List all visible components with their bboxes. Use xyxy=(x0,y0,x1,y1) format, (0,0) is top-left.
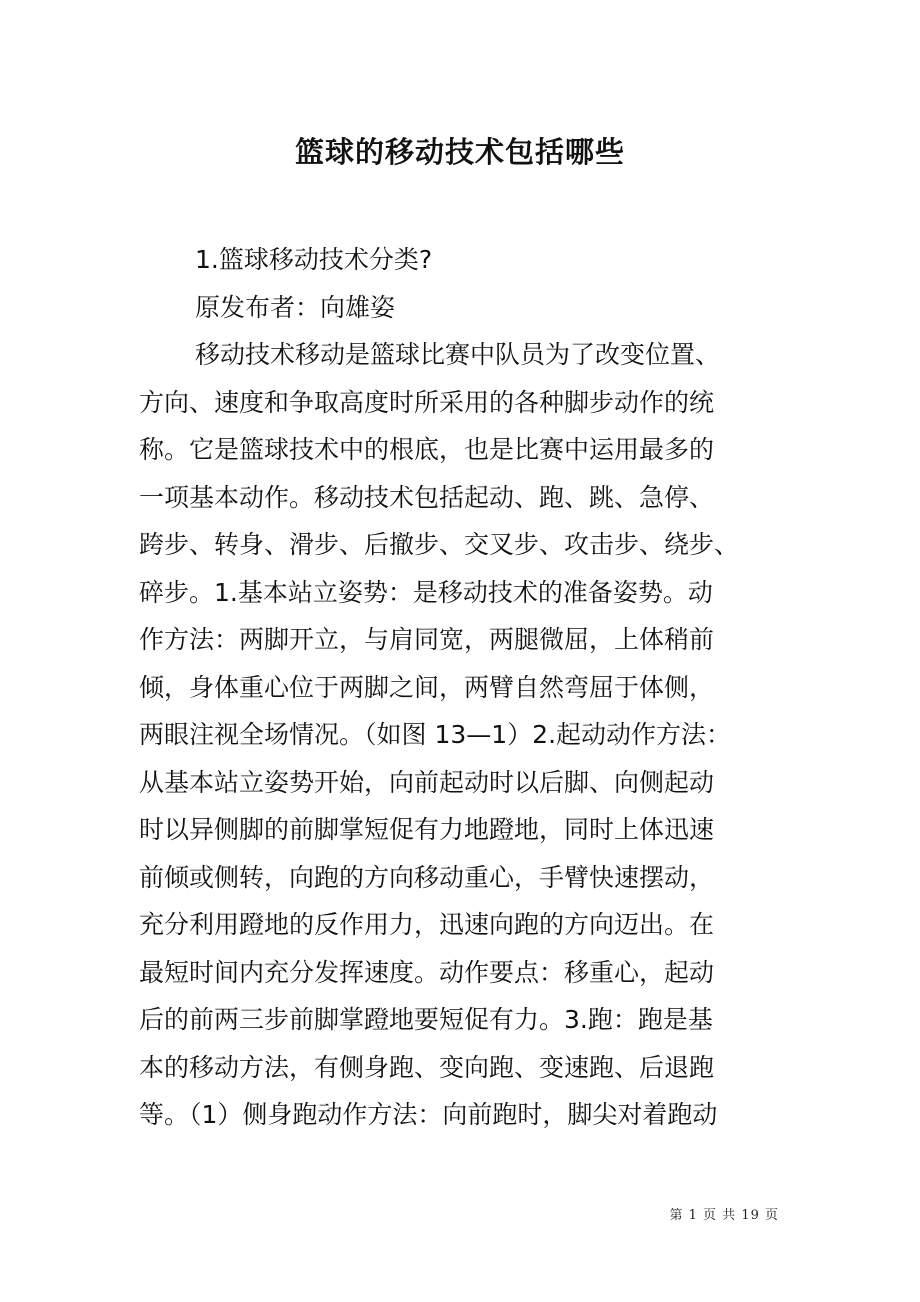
body-line: 作方法：两脚开立，与肩同宽，两腿微屈，上体稍前 xyxy=(139,625,715,654)
body-line: 后的前两三步前脚掌蹬地要短促有力。3.跑：跑是基 xyxy=(139,1005,713,1034)
body-line: 从基本站立姿势开始，向前起动时以后脚、向侧起动 xyxy=(139,767,715,797)
body-line: 等。（1）侧身跑动作方法：向前跑时，脚尖对着跑动 xyxy=(139,1100,718,1129)
page-number-footer: 第 1 页 共 19 页 xyxy=(669,1208,779,1223)
body-line: 时以异侧脚的前脚掌短促有力地蹬地，同时上体迅速 xyxy=(139,815,715,844)
body-line: 两眼注视全场情况。（如图 13—1）2.起动动作方法： xyxy=(139,720,732,749)
body-line: 前倾或侧转，向跑的方向移动重心，手臂快速摆动， xyxy=(139,862,715,892)
body-line: 原发布者：向雄姿 xyxy=(195,292,396,322)
body-line: 移动技术移动是篮球比赛中队员为了改变位置、 xyxy=(195,340,721,369)
body-line: 1.篮球移动技术分类? xyxy=(195,245,433,274)
body-line: 倾，身体重心位于两脚之间，两臂自然弯屈于体侧， xyxy=(139,672,715,702)
body-line: 本的移动方法，有侧身跑、变向跑、变速跑、后退跑 xyxy=(139,1052,715,1082)
body-line: 最短时间内充分发挥速度。动作要点：移重心，起动 xyxy=(139,957,715,987)
body-line: 称。它是篮球技术中的根底，也是比赛中运用最多的 xyxy=(139,435,715,464)
body-line: 充分利用蹬地的反作用力，迅速向跑的方向迈出。在 xyxy=(139,910,715,939)
body-line: 碎步。1.基本站立姿势：是移动技术的准备姿势。动 xyxy=(139,577,713,607)
document-title: 篮球的移动技术包括哪些 xyxy=(294,135,625,169)
body-line: 方向、速度和争取高度时所采用的各种脚步动作的统 xyxy=(139,387,715,417)
body-line: 跨步、转身、滑步、后撤步、交叉步、攻击步、绕步、 xyxy=(139,530,740,559)
body-line: 一项基本动作。移动技术包括起动、跑、跳、急停、 xyxy=(139,482,715,512)
document-body xyxy=(139,236,789,1139)
